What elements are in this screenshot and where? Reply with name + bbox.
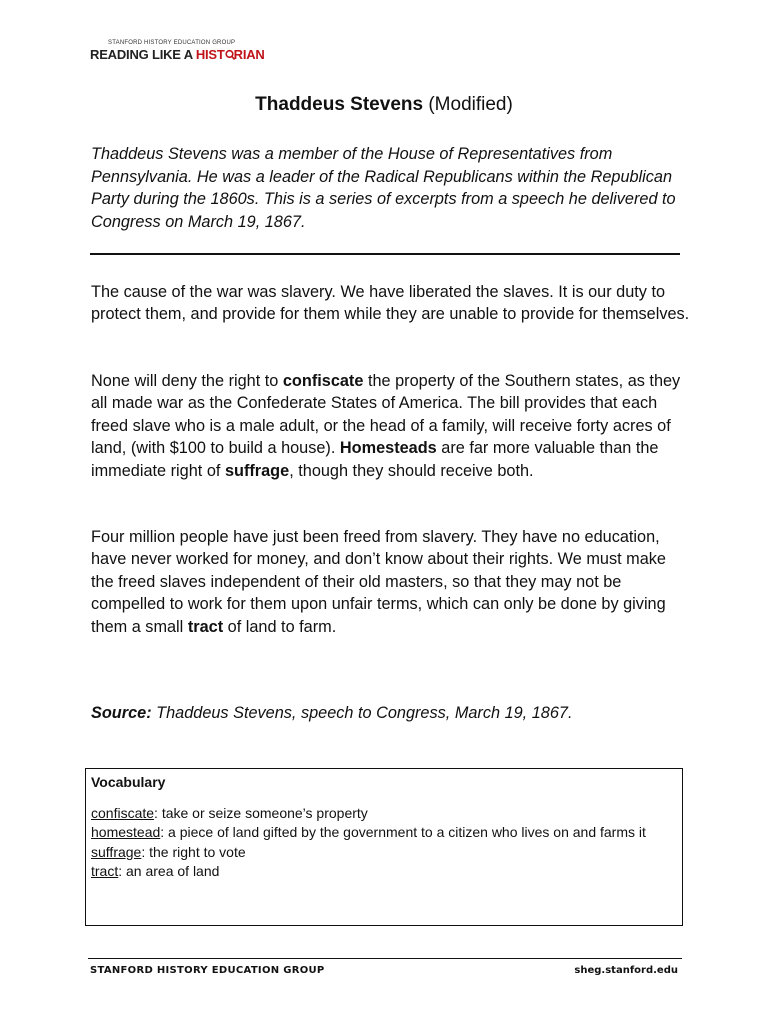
logo-wordmark-accent-b: RIAN bbox=[233, 47, 265, 62]
text-span: of land to farm. bbox=[223, 617, 337, 636]
title-name: Thaddeus Stevens bbox=[255, 94, 424, 115]
vocab-item bbox=[91, 824, 677, 841]
text-span: , though they should receive both. bbox=[289, 461, 534, 480]
keyword-suffrage: suffrage bbox=[224, 461, 290, 480]
text-span: None will deny the right to bbox=[91, 372, 283, 390]
vocabulary-box bbox=[85, 768, 683, 926]
excerpt-paragraph-2 bbox=[91, 370, 691, 482]
page-title bbox=[0, 94, 768, 116]
logo-wordmark-pre: READING LIKE A bbox=[90, 47, 196, 62]
source-text: Thaddeus Stevens, speech to Congress, March 19, 1867. bbox=[151, 704, 573, 722]
keyword-homesteads: Homesteads bbox=[339, 439, 437, 458]
intro-paragraph: Thaddeus Stevens was a member of the House of Representatives from Pennsylvania. He was a leader of the Radical Republicans within the Republican Party during the 1860s. This is a series of excerpts from a speech he delivered to Congress on March 19, 1867. bbox=[91, 145, 676, 231]
vocab-definition: : take or seize someone’s property bbox=[154, 805, 368, 821]
text-span: Four million people have just been freed from slavery. They have no education, have never worked for money, and don’t know about their rights. We must make the freed slaves independent of their old masters, so that they may not be compelled to work for them upon unfair terms, which can only be done by giving them a small bbox=[91, 528, 666, 636]
vocab-item bbox=[91, 862, 677, 882]
vocab-definition: : the right to vote bbox=[141, 843, 246, 860]
logo bbox=[90, 40, 265, 62]
keyword-tract: tract bbox=[187, 617, 224, 636]
vocab-term: homestead bbox=[91, 823, 161, 840]
logo-wordmark-accent-a: HIST bbox=[195, 47, 225, 62]
vocab-item bbox=[91, 804, 677, 824]
text-span: the property of the Southern states, as they all made war as the Confederate States of America. The bill provides that each freed slave who is a male adult, or the head of a family, will receive forty acres of land, (with $100 to build a house). bbox=[91, 372, 681, 458]
vocab-term: suffrage bbox=[91, 843, 142, 860]
excerpt-paragraph-1: The cause of the war was slavery. We have liberated the slaves. It is our duty to protect them, and provide for them while they are unable to provide for themselves. bbox=[91, 283, 690, 324]
logo-group-name: STANFORD HISTORY EDUCATION GROUP bbox=[108, 40, 236, 46]
footer-website: sheg.stanford.edu bbox=[574, 965, 678, 976]
vocabulary-title: Vocabulary bbox=[91, 774, 166, 790]
vocab-item bbox=[91, 843, 677, 863]
vocab-definition: : an area of land bbox=[118, 863, 220, 879]
divider bbox=[90, 253, 680, 255]
logo-wordmark bbox=[90, 47, 265, 62]
keyword-confiscate: confiscate bbox=[282, 372, 364, 390]
text-span: are far more valuable than the immediate right of bbox=[91, 439, 659, 480]
excerpt-paragraph-3 bbox=[91, 526, 691, 638]
vocab-term: tract bbox=[91, 863, 119, 879]
source-label: Source: bbox=[91, 704, 152, 722]
footer-organization: STANFORD HISTORY EDUCATION GROUP bbox=[90, 965, 325, 976]
magnifier-icon bbox=[225, 49, 234, 60]
vocab-term: confiscate bbox=[91, 805, 155, 821]
vocab-definition: : a piece of land gifted by the government to a citizen who lives on and farms it bbox=[160, 823, 646, 840]
title-suffix: (Modified) bbox=[423, 94, 513, 115]
source-citation bbox=[91, 704, 572, 723]
footer-divider bbox=[88, 958, 682, 959]
